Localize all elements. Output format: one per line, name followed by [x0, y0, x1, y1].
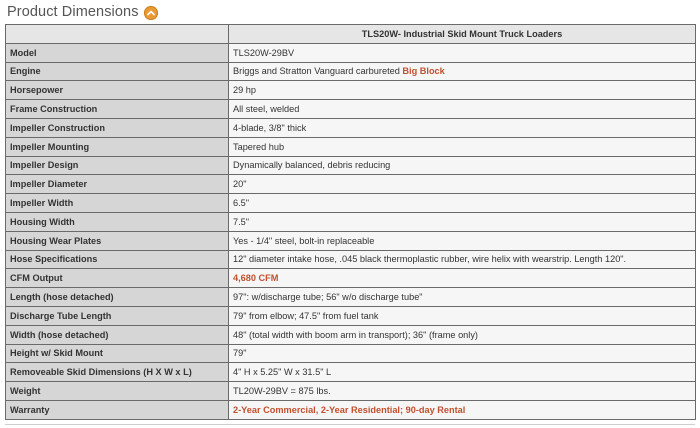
spec-value: TL20W-29BV = 875 lbs.	[233, 386, 331, 397]
table-row	[6, 62, 696, 81]
table-row	[6, 194, 696, 213]
spec-label: Impeller Mounting	[6, 137, 229, 156]
spec-value-cell	[229, 250, 696, 269]
table-row	[6, 156, 696, 175]
spec-value: 7.5"	[233, 216, 250, 227]
spec-value-cell	[229, 344, 696, 363]
spec-value-cell	[229, 175, 696, 194]
spec-label: Weight	[6, 382, 229, 401]
spec-value: 79" from elbow; 47.5" from fuel tank	[233, 310, 379, 321]
spec-value: 97": w/discharge tube; 56" w/o discharge tube"	[233, 292, 423, 303]
spec-value-cell	[229, 194, 696, 213]
spec-label: Engine	[6, 62, 229, 81]
column-header: TLS20W- Industrial Skid Mount Truck Loaders	[229, 25, 696, 44]
spec-value: 4" H x 5.25" W x 31.5" L	[233, 367, 332, 378]
spec-value-cell	[229, 325, 696, 344]
table-row	[6, 81, 696, 100]
table-row	[6, 269, 696, 288]
spec-label: Impeller Design	[6, 156, 229, 175]
spec-value-cell	[229, 118, 696, 137]
spec-value: 20"	[233, 179, 247, 190]
spec-label: CFM Output	[6, 269, 229, 288]
spec-value: 12" diameter intake hose, .045 black thermoplastic rubber, wire helix with wearstrip. Length 120".	[233, 254, 627, 265]
table-row	[6, 100, 696, 119]
table-row	[6, 212, 696, 231]
header-blank-cell	[6, 25, 229, 44]
table-row	[6, 43, 696, 62]
table-row	[6, 137, 696, 156]
spec-value: 48" (total width with boom arm in transport); 36" (frame only)	[233, 329, 478, 340]
spec-label: Length (hose detached)	[6, 288, 229, 307]
spec-value-cell	[229, 62, 696, 81]
table-row	[6, 118, 696, 137]
table-row	[6, 288, 696, 307]
table-row	[6, 250, 696, 269]
spec-label: Impeller Construction	[6, 118, 229, 137]
spec-value-cell	[229, 43, 696, 62]
specs-table	[5, 24, 696, 420]
spec-value-cell	[229, 382, 696, 401]
spec-value-highlight: Big Block	[402, 66, 445, 77]
spec-value: All steel, welded	[233, 104, 300, 115]
table-header-row	[6, 25, 696, 44]
spec-value: Tapered hub	[233, 141, 285, 152]
table-row	[6, 306, 696, 325]
spec-value-cell	[229, 231, 696, 250]
specs-table-body	[6, 43, 696, 419]
spec-label: Removeable Skid Dimensions (H X W x L)	[6, 363, 229, 382]
spec-value: Briggs and Stratton Vanguard carbureted	[233, 66, 403, 77]
bottom-divider	[5, 424, 695, 425]
spec-value: 79"	[233, 348, 247, 359]
spec-label: Model	[6, 43, 229, 62]
spec-value-cell	[229, 81, 696, 100]
table-row	[6, 344, 696, 363]
spec-label: Frame Construction	[6, 100, 229, 119]
spec-value: Dynamically balanced, debris reducing	[233, 160, 391, 171]
spec-value: TLS20W-29BV	[233, 47, 295, 58]
spec-label: Hose Specifications	[6, 250, 229, 269]
spec-value-cell	[229, 137, 696, 156]
spec-value-cell	[229, 288, 696, 307]
table-row	[6, 382, 696, 401]
spec-label: Height w/ Skid Mount	[6, 344, 229, 363]
spec-label: Housing Width	[6, 212, 229, 231]
spec-value: Yes - 1/4" steel, bolt-in replaceable	[233, 235, 375, 246]
spec-value-cell	[229, 156, 696, 175]
spec-value-cell	[229, 400, 696, 419]
spec-value-highlight: 2-Year Commercial, 2-Year Residential; 90-day Rental	[233, 404, 466, 415]
table-row	[6, 363, 696, 382]
spec-value: 4-blade, 3/8" thick	[233, 122, 307, 133]
spec-label: Housing Wear Plates	[6, 231, 229, 250]
table-row	[6, 231, 696, 250]
spec-value-cell	[229, 306, 696, 325]
table-row	[6, 175, 696, 194]
spec-value-cell	[229, 363, 696, 382]
chevron-up-circle-icon[interactable]	[144, 6, 158, 20]
spec-value: 6.5"	[233, 198, 250, 209]
spec-value-cell	[229, 269, 696, 288]
spec-value: 29 hp	[233, 85, 256, 96]
spec-label: Horsepower	[6, 81, 229, 100]
table-row	[6, 325, 696, 344]
spec-label: Width (hose detached)	[6, 325, 229, 344]
spec-label: Impeller Diameter	[6, 175, 229, 194]
spec-value-cell	[229, 100, 696, 119]
table-row	[6, 400, 696, 419]
section-title: Product Dimensions	[7, 4, 139, 20]
section-header	[7, 2, 158, 22]
spec-value-highlight: 4,680 CFM	[233, 273, 279, 284]
specs-table-container	[5, 24, 695, 420]
spec-label: Impeller Width	[6, 194, 229, 213]
spec-value-cell	[229, 212, 696, 231]
spec-label: Discharge Tube Length	[6, 306, 229, 325]
spec-label: Warranty	[6, 400, 229, 419]
